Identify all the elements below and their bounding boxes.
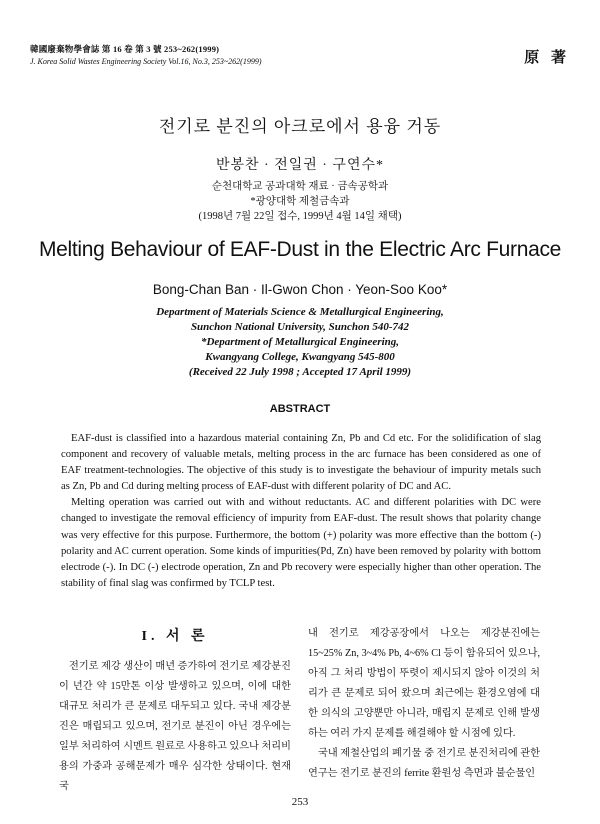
korean-dates: (1998년 7월 22일 접수, 1999년 4월 14일 채택) xyxy=(198,211,402,222)
english-affiliation-line: *Department of Metallurgical Engineering, xyxy=(200,336,399,348)
page-number: 253 xyxy=(291,796,309,808)
korean-title: 전기로 분진의 아크로에서 용융 거동 xyxy=(158,117,442,136)
body-paragraph: 국내 제철산업의 폐기물 중 전기로 분진처리에 관한 연구는 전기로 분진의 ferrite 환원성 측면과 불순물인 xyxy=(308,748,540,779)
english-affiliation-line: Department of Materials Science & Metallurgical Engineering, xyxy=(156,306,444,318)
english-title: Melting Behaviour of EAF-Dust in the Electric Arc Furnace xyxy=(38,238,562,261)
body-paragraph: 전기로 제강 생산이 매년 증가하여 전기로 제강분진이 년간 약 15만톤 이상 발생하고 있으며, 이에 대한 대규모 처리가 큰 문제로 대두되고 있다. 국내 제강분진은 매립되고 있으며, 전기로 분진이 아닌 경우에는 일부 처리하여 시멘트 원료로 사용하고 있으나 처리비용의 가중과 공해문제가 매우 심각한 상태이다. 현재 국 xyxy=(59,661,291,792)
abstract-paragraph: EAF-dust is classified into a hazardous material containing Zn, Pb and Cd etc. For the solidification of slag component and recovery of valuable metals, melting process in the arc furnace has been considered as one of EAF treatment-technologies. The objective of this study is to investigate the behaviour of impurity metals such as Zn, Pb and Cd during melting process of EAF-dust with different polarity of DC and AC. xyxy=(61,433,541,493)
right-column xyxy=(308,624,540,784)
journal-header-korean: 韓國廢棄物學會誌 第 16 卷 第 3 號 253~262(1999) xyxy=(30,44,220,54)
english-affiliation-line: Sunchon National University, Sunchon 540-742 xyxy=(190,321,410,333)
korean-affiliation-2: *광양대학 제철금속과 xyxy=(250,196,350,207)
english-affiliation-line: Kwangyang College, Kwangyang 545-800 xyxy=(205,351,395,363)
english-received-dates: (Received 22 July 1998 ; Accepted 17 April 1999) xyxy=(188,366,412,378)
abstract-body xyxy=(61,431,541,592)
section-heading-introduction: I. 서 론 xyxy=(141,629,209,644)
english-authors: Bong-Chan Ban · Il-Gwon Chon · Yeon-Soo Koo* xyxy=(152,282,448,297)
left-column xyxy=(59,657,291,797)
journal-header-english: J. Korea Solid Wastes Engineering Society Vol.16, No.3, 253~262(1999) xyxy=(30,57,262,66)
article-type-label: 原 著 xyxy=(524,50,570,66)
korean-authors: 반봉찬 · 전일권 · 구연수* xyxy=(215,158,385,173)
abstract-heading: ABSTRACT xyxy=(269,403,331,415)
body-paragraph: 내 전기로 제강공장에서 나오는 제강분진에는 15~25% Zn, 3~4% Pb, 4~6% Cl 등이 함유되어 있으나, 아직 그 처리 방법이 뚜렷이 제시되지 않아 이것의 처리가 큰 문제로 되어 왔으며 최근에는 환경오염에 대한 의식의 고양뿐만 아니라, 매립지 문제로 인해 발생하는 여러 가지 문제를 해결해야 할 시점에 있다. xyxy=(308,628,540,739)
korean-affiliation-1: 순천대학교 공과대학 재료 · 금속공학과 xyxy=(211,181,389,192)
abstract-paragraph: Melting operation was carried out with and without reductants. AC and different polarities with DC were changed to investigate the removal efficiency of impurity from EAF-dust. The result shows that polarity change was very effective for this purpose. Furthermore, the bottom (+) polarity was more effective than the bottom (-) polarity and AC current operation. Some kinds of impurities(Pd, Zn) have been removed by polarity with bottom electrode (-). In DC (-) electrode operation, Zn and Pb recovery were especially higher than other operation. The stability of final slag was confirmed by TCLP test. xyxy=(61,497,541,589)
